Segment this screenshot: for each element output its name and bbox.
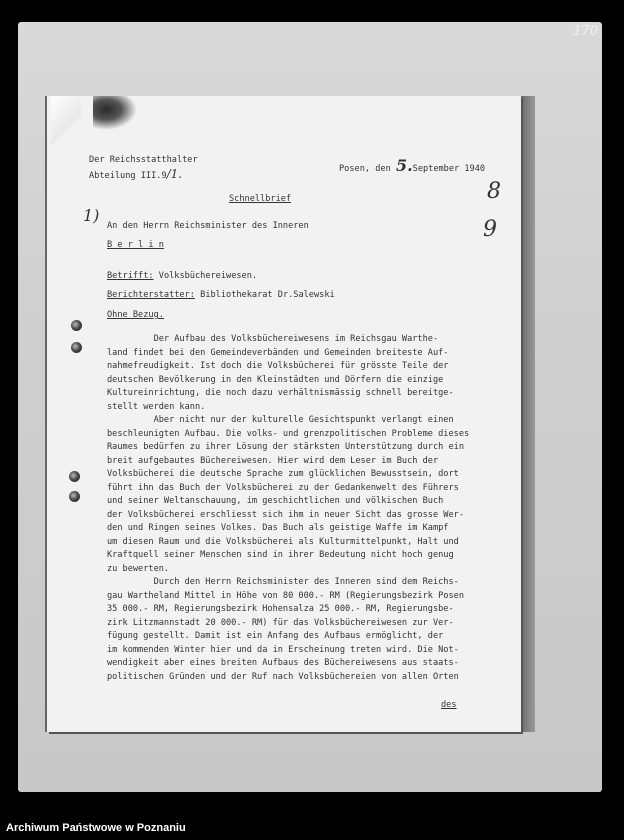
body-line: Kultureinrichtung, die noch dazu verhältnismässig schnell bereitge- xyxy=(107,388,454,398)
body-line: Kraftquell seiner Menschen sind in ihrer Bedeutung nicht hoch genug xyxy=(107,550,454,560)
punch-hole-1 xyxy=(71,320,82,331)
betrifft-label: Betrifft: xyxy=(107,271,154,281)
body-line: um diesen Raum und die Volksbücherei als Kulturmittelpunkt, Halt und xyxy=(107,536,459,547)
body-line: beschleunigten Aufbau. Die volks- und grenzpolitischen Probleme dieses xyxy=(107,428,470,439)
date-prefix: Posen, den xyxy=(339,164,391,174)
letter-type: Schnellbrief xyxy=(229,194,292,204)
punch-hole-2 xyxy=(71,342,82,353)
body-line: land findet bei den Gemeindeverbänden und Gemeinden breiteste Auf- xyxy=(107,347,449,358)
sender-line-1: Der Reichsstatthalter xyxy=(89,155,198,165)
body-line: der Volksbücherei erschliesst sich ihm in neuer Sicht das grosse Wer- xyxy=(107,509,464,520)
document-page xyxy=(47,96,521,732)
berichterstatter-label: Berichterstatter: xyxy=(107,290,195,300)
body-line: im kommenden Winter hier und da in Erscheinung treten wird. Die Not- xyxy=(107,644,459,655)
recipient-city: B e r l i n xyxy=(107,240,164,250)
body-line: breit aufgebautes Büchereiwesen. Hier wird dem Leser im Buch der xyxy=(107,455,439,466)
archive-footer: Archiwum Państwowe w Poznaniu xyxy=(6,822,186,834)
body-line: Durch den Herrn Reichsminister des Inneren sind dem Reichs- xyxy=(107,577,459,587)
body-line: Der Aufbau des Volksbüchereiwesens im Reichsgau Warthe- xyxy=(107,334,439,344)
body-line: gau Wartheland Mittel in Höhe von 80 000.- RM (Regierungsbezirk Posen xyxy=(107,590,464,601)
body-line: Raumes bedürfen zu ihrer Lösung der stärksten Unterstützung durch ein xyxy=(107,442,464,452)
recipient-line-1: An den Herrn Reichsminister des Inneren xyxy=(107,221,309,231)
berichterstatter-value: Bibliothekarat Dr.Salewski xyxy=(200,290,335,300)
punch-hole-3 xyxy=(69,471,80,482)
body-line: deutschen Bevölkerung in den Kleinstädten und Dörfern die einzige xyxy=(107,374,444,385)
date-day-handwritten: 5. xyxy=(395,156,413,175)
body-line: wendigkeit aber eines breiten Aufbaus des Büchereiwesens aus staats- xyxy=(107,658,459,668)
catchword: des xyxy=(441,700,457,710)
body-line: zu bewerten. xyxy=(107,563,170,574)
body-line: zirk Litzmannstadt 20 000.- RM) für das Volksbüchereiwesen zur Ver- xyxy=(107,617,454,628)
department-handwritten-suffix: /1. xyxy=(166,167,183,181)
reporter-line xyxy=(107,288,335,303)
subject-line xyxy=(107,269,257,284)
body-line: und seiner Weltanschauung, im geschichtlichen und völkischen Buch xyxy=(107,496,444,506)
body-line: führt ihn das Buch der Volksbücherei zu der Gedankenwelt des Führers xyxy=(107,482,459,493)
date-line xyxy=(339,158,485,177)
punch-hole-4 xyxy=(69,491,80,502)
staple-mark xyxy=(93,96,137,130)
handwritten-number-8: 8 xyxy=(487,179,501,204)
handwritten-mark-left: 1) xyxy=(83,206,100,225)
body-line: Volksbücherei die deutsche Sprache zum glücklichen Bewusstsein, dort xyxy=(107,469,459,479)
body-line: stellt werden kann. xyxy=(107,401,206,412)
body-line: fügung gestellt. Damit ist ein Anfang des Aufbaus ermöglicht, der xyxy=(107,631,444,641)
corner-mark: 170 xyxy=(573,24,598,39)
body-line: 35 000.- RM, Regierungsbezirk Hohensalza 25 000.- RM, Regierungsbe- xyxy=(107,604,454,614)
date-rest: September 1940 xyxy=(412,164,486,174)
sender-department: Abteilung III.9 xyxy=(89,171,167,181)
body-line: den und Ringen seines Volkes. Das Buch als geistige Waffe im Kampf xyxy=(107,523,449,533)
body-line: Aber nicht nur der kulturelle Gesichtspunkt verlangt einen xyxy=(107,415,454,425)
body-line: politischen Gründen und der Ruf nach Volksbüchereien von allen Orten xyxy=(107,671,459,682)
reference-line: Ohne Bezug. xyxy=(107,310,164,320)
body-line: nahmefreudigkeit. Ist doch die Volksbücherei für grösste Teile der xyxy=(107,361,449,371)
handwritten-number-9: 9 xyxy=(483,217,497,242)
torn-corner xyxy=(51,96,81,148)
page-edge-shadow xyxy=(521,96,535,732)
betrifft-value: Volksbüchereiwesen. xyxy=(158,271,258,281)
sender-line-2 xyxy=(89,167,182,184)
